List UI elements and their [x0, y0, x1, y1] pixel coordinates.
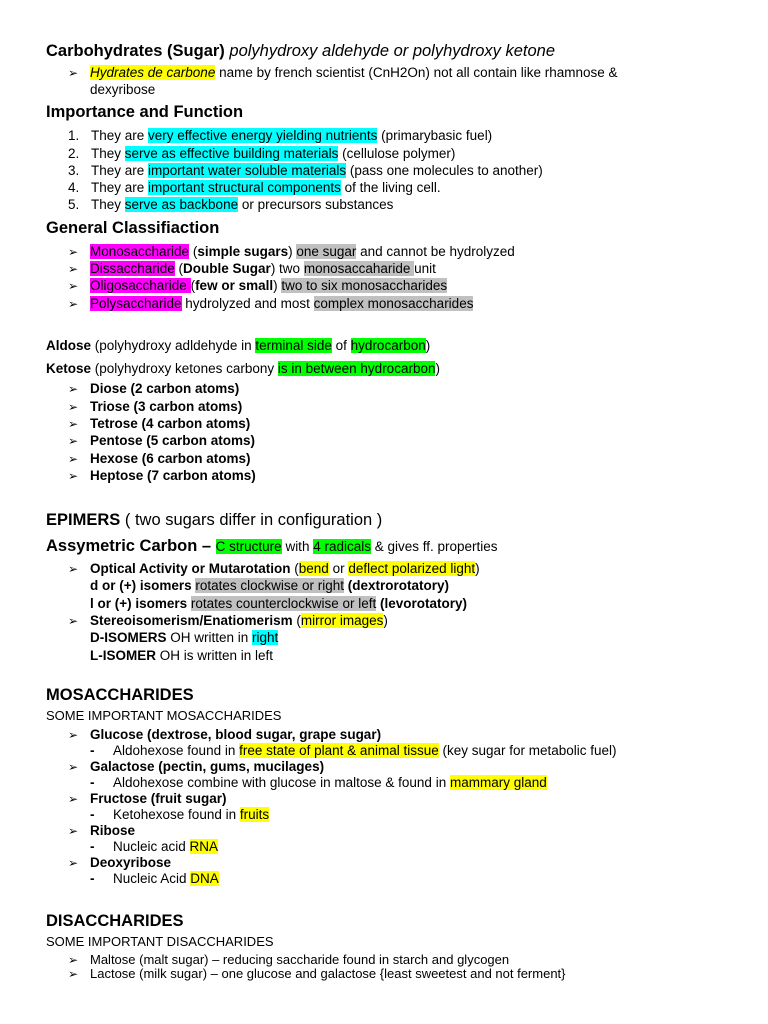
highlight: Dissaccharide [90, 261, 175, 276]
text: OH is written in left [156, 648, 274, 663]
text: (primarybasic fuel) [377, 128, 493, 143]
bold-text: l or (+) isomers [90, 596, 191, 611]
bold-text: Ketose [46, 361, 92, 376]
list-item [90, 278, 447, 293]
text: ( [292, 613, 301, 628]
highlight: free state of plant & animal tissue [239, 743, 439, 758]
list-item [91, 197, 393, 212]
bold-text: L-ISOMER [90, 648, 156, 663]
text: ) [383, 613, 388, 628]
bold-text: (dextrorotatory) [343, 578, 449, 593]
text: and cannot be hydrolyzed [356, 244, 515, 259]
highlight: Polysaccharide [90, 296, 182, 311]
dash-bullet: - [90, 775, 95, 790]
dash-bullet: - [90, 743, 95, 758]
highlight: important water soluble materials [148, 163, 347, 178]
highlight: C structure [215, 539, 282, 554]
text: Nucleic acid [113, 839, 190, 854]
sugar-desc [113, 775, 547, 790]
disaccharides-subtitle: SOME IMPORTANT DISACCHARIDES [46, 934, 274, 949]
text: of the living cell. [340, 180, 441, 195]
sugar-name: Deoxyribose [90, 855, 172, 870]
highlight: is in between hydrocarbon [277, 361, 436, 376]
text: or [328, 561, 349, 576]
list-number: 5. [68, 197, 80, 212]
arrowhead-bullet-icon: ➢ [68, 953, 79, 967]
list-item [90, 296, 473, 311]
highlight: Oligosaccharide [90, 278, 191, 293]
list-item [91, 180, 441, 195]
d-isomers-line [90, 578, 449, 593]
optical-line [90, 561, 480, 576]
heading-bold: EPIMERS [46, 511, 121, 529]
highlight: deflect polarized light [348, 561, 476, 576]
bold-text: Aldose [46, 338, 92, 353]
highlight: two to six monosaccharides [281, 278, 448, 293]
l-isomers-line [90, 596, 467, 611]
list-item: Diose (2 carbon atoms) [90, 381, 240, 396]
list-number: 4. [68, 180, 80, 195]
highlight: bend [298, 561, 329, 576]
text: They are [91, 163, 149, 178]
arrowhead-bullet-icon: ➢ [68, 967, 79, 981]
sugar-desc [113, 807, 269, 822]
text: ( [190, 278, 196, 293]
disaccharide-item: Maltose (malt sugar) – reducing saccharide found in starch and glycogen [90, 952, 510, 967]
bold-text: (levorotatory) [376, 596, 468, 611]
text: ( [189, 244, 198, 259]
highlight: Monosaccharide [90, 244, 190, 259]
assymetric-heading [46, 537, 498, 556]
arrowhead-bullet-icon: ➢ [68, 382, 79, 396]
carbohydrates-heading [46, 42, 555, 61]
list-item: Hexose (6 carbon atoms) [90, 451, 251, 466]
highlight: mammary gland [449, 775, 547, 790]
sugar-name: Glucose (dextrose, blood sugar, grape sugar) [90, 727, 382, 742]
text: ) [435, 361, 440, 376]
text: Aldohexose combine with glucose in maltose & found in [113, 775, 450, 790]
text: (key sugar for metabolic fuel) [438, 743, 617, 758]
aldose-line [46, 338, 430, 353]
highlight: monosaccaharide [303, 261, 415, 276]
highlight: rotates counterclockwise or left [190, 596, 377, 611]
disaccharide-item: Lactose (milk sugar) – one glucose and galactose {least sweetest and not ferment} [90, 966, 566, 981]
highlight: right [252, 630, 279, 645]
ketose-line [46, 361, 440, 376]
text: OH written in [166, 630, 253, 645]
highlight: mirror images [300, 613, 384, 628]
dash-bullet: - [90, 839, 95, 854]
highlight: one sugar [296, 244, 357, 259]
list-item [90, 261, 436, 276]
dash-bullet: - [90, 807, 95, 822]
highlight: rotates clockwise or right [195, 578, 344, 593]
hydrates-line-cont: dexyribose [90, 82, 156, 97]
bold-text: d or (+) isomers [90, 578, 196, 593]
text: Ketohexose found in [113, 807, 240, 822]
dash-bullet: - [90, 871, 95, 886]
list-item [91, 128, 492, 143]
highlight: RNA [189, 839, 219, 854]
list-item: Pentose (5 carbon atoms) [90, 433, 256, 448]
text: or precursors substances [238, 197, 394, 212]
bold-text: Optical Activity or Mutarotation [90, 561, 291, 576]
text: ) [273, 278, 282, 293]
sugar-name: Ribose [90, 823, 136, 838]
sugar-desc [113, 743, 617, 758]
importance-heading: Importance and Function [46, 103, 244, 121]
arrowhead-bullet-icon: ➢ [68, 245, 79, 259]
arrowhead-bullet-icon: ➢ [68, 279, 79, 293]
bold-text: Double Sugar [183, 261, 271, 276]
highlight: serve as backbone [124, 197, 239, 212]
text: ) [475, 561, 480, 576]
text: (cellulose polymer) [338, 146, 456, 161]
text: ( [174, 261, 184, 276]
epimers-heading [46, 511, 382, 530]
heading-bold: Carbohydrates (Sugar) [46, 42, 225, 60]
highlight: fruits [239, 807, 270, 822]
mosaccharides-subtitle: SOME IMPORTANT MOSACCHARIDES [46, 708, 282, 723]
text: They are [91, 180, 149, 195]
text: & gives ff. properties [370, 539, 498, 554]
highlight: 4 radicals [313, 539, 371, 554]
list-number: 2. [68, 146, 80, 161]
list-item: Heptose (7 carbon atoms) [90, 468, 256, 483]
mosaccharides-heading: MOSACCHARIDES [46, 686, 194, 704]
highlight: complex monosaccharides [313, 296, 474, 311]
arrowhead-bullet-icon: ➢ [68, 728, 79, 742]
text: ) [425, 338, 431, 353]
disaccharides-heading: DISACCHARIDES [46, 912, 184, 930]
l-isomer-oh-line [90, 648, 273, 663]
text: Nucleic Acid [113, 871, 191, 886]
list-number: 1. [68, 128, 80, 143]
arrowhead-bullet-icon: ➢ [68, 792, 79, 806]
arrowhead-bullet-icon: ➢ [68, 760, 79, 774]
list-item [91, 146, 455, 161]
bold-text: simple sugars [197, 244, 289, 259]
highlight: important structural components [148, 180, 341, 195]
d-isomers-oh-line [90, 630, 278, 645]
list-item: Triose (3 carbon atoms) [90, 399, 243, 414]
arrowhead-bullet-icon: ➢ [68, 562, 79, 576]
sugar-name: Fructose (fruit sugar) [90, 791, 227, 806]
highlight: Hydrates de carbone [90, 65, 216, 80]
bold-text: few or small [195, 278, 274, 293]
classification-heading: General Classifiaction [46, 219, 220, 237]
arrowhead-bullet-icon: ➢ [68, 66, 79, 80]
list-item: Tetrose (4 carbon atoms) [90, 416, 251, 431]
text: They [91, 197, 125, 212]
heading-text: ( two sugars differ in configuration ) [120, 511, 383, 529]
text: (pass one molecules to another) [346, 163, 543, 178]
text: unit [414, 261, 436, 276]
arrowhead-bullet-icon: ➢ [68, 856, 79, 870]
sugar-desc [113, 839, 218, 854]
text: They [91, 146, 125, 161]
text: ) [288, 244, 297, 259]
arrowhead-bullet-icon: ➢ [68, 400, 79, 414]
heading-italic: polyhydroxy aldehyde or polyhydroxy ketone [229, 42, 555, 60]
arrowhead-bullet-icon: ➢ [68, 469, 79, 483]
text: Aldohexose found in [113, 743, 240, 758]
highlight: hydrocarbon [350, 338, 426, 353]
arrowhead-bullet-icon: ➢ [68, 262, 79, 276]
list-number: 3. [68, 163, 80, 178]
list-item [90, 244, 515, 259]
sugar-desc [113, 871, 219, 886]
highlight: terminal side [255, 338, 332, 353]
arrowhead-bullet-icon: ➢ [68, 614, 79, 628]
text: ) two [270, 261, 304, 276]
list-item [91, 163, 543, 178]
heading-bold: Assymetric Carbon – [46, 537, 216, 555]
text: with [281, 539, 314, 554]
text: ( [290, 561, 299, 576]
highlight: serve as effective building materials [124, 146, 339, 161]
text: (polyhydroxy ketones carbony [91, 361, 278, 376]
text: They are [91, 128, 149, 143]
stereo-line [90, 613, 388, 628]
arrowhead-bullet-icon: ➢ [68, 417, 79, 431]
arrowhead-bullet-icon: ➢ [68, 297, 79, 311]
text: name by french scientist (CnH2On) not all contain like rhamnose & [215, 65, 618, 80]
bold-text: D-ISOMERS [90, 630, 167, 645]
sugar-name: Galactose (pectin, gums, mucilages) [90, 759, 325, 774]
hydrates-line [90, 65, 618, 80]
arrowhead-bullet-icon: ➢ [68, 824, 79, 838]
highlight: DNA [190, 871, 219, 886]
bold-text: Stereoisomerism/Enatiomerism [90, 613, 293, 628]
arrowhead-bullet-icon: ➢ [68, 434, 79, 448]
highlight: very effective energy yielding nutrients [148, 128, 378, 143]
text: hydrolyzed and most [181, 296, 314, 311]
text: of [331, 338, 351, 353]
text: (polyhydroxy adldehyde in [91, 338, 256, 353]
arrowhead-bullet-icon: ➢ [68, 452, 79, 466]
